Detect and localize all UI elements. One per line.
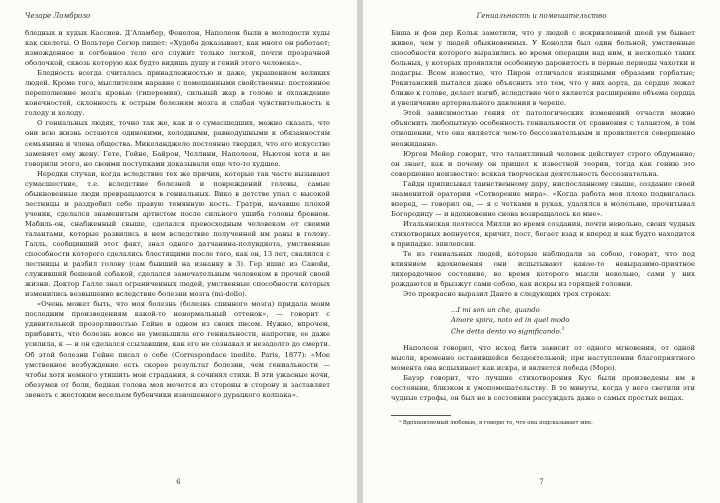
paragraph: «Очень может быть, что моя болезнь (болезнь спинного мозга) придала моим последним произведениям какой-то ненормальный оттенок», — говорит с удивительной прозорливостью Гейне в одном из своих писем. Нужно, впрочем, прибавить, что болезнь вовсе не уменьшила его гениальности, напротив, ее даже усилила, к — и он сделался ссылавшим, как его не сознавал и незадолго до смерти. Об этой болезни Гейне писал о себе (Correspondace inedite. Paris, 1877): «Мое умственное возбуждение есть скорее результат болезни, чем гениальности — чтобы хотя немного утишить мои страдания, я сочинял стихи. В эти ужасные ночи, обезумев от боли, бедная голова моя мечется из стороны в сторону и заставляет звенеть с жестоким весельем бубенчики изношенного дурацкого колпака». [25, 300, 330, 399]
paragraph: Биша и фон дер Кольк заметили, что у людей с искривленной шеей ум бывает живее, чем у людей обыкновенных. У Конолли был один больной, умственные способности которого выразились во время операции над ним, и несколько таких больных, у которых проявляли особенную даровитость в первые периоды чахотки и подагры. Всем известно, что Пирон отличался изящными образами горбатые; Рокитанский пытался даже объяснить это тем, что у них аорта, да сердце лежат ближе к голове, делает изгиб, вследствие чего является расширение объема сердца и увеличение артериального давления в черепе. [391, 29, 696, 108]
right-page [363, 0, 720, 503]
paragraph: Этой зависимостью гения от патологических изменений отчасти можно объяснить любопытную особенность гениальности от сравнения с талантом, в том отношении, что она является чем-то бессознательным и проявляется совершенно неожиданно. [391, 109, 695, 148]
quote-line-text: Che detta dento vo significando. [451, 327, 562, 336]
paragraph: Это прекрасно выразил Данте в следующих трех строках: [403, 290, 611, 299]
paragraph: Юрген Мейер говорит, что талантливый человек действует строго обдуманно; он знает, как и почему он пришел к известной теории, тогда как гению это совершенно неизвестно: всякая творческая деятельность бессознательна. [391, 149, 695, 178]
paragraph: Бледность всегда считалась принадлежностью и даже, украшением великих людей. Кроме того, мыслителям наравне с помешанными свойственны: постоянное переполнение мозга кровью (гиперемия), сильный жар в голове и охлаждение конечностей, склонность к острым болезням мозга и слабая чувствительность к голоду и холоду. [25, 69, 330, 118]
running-head-right: Гениальность и помешательство [476, 12, 607, 20]
quote-line: Amore spira, noto ed in quel modo [451, 316, 570, 325]
quote-line [451, 325, 695, 336]
paragraph: Те из гениальных людей, которые наблюдали за собою, говорят, что под влиянием вдохновения они испытывают какое-то невыразимо-приятное лихорадочное состояние, во время которого мысли невольно, сами у них рождаются и брызжут сами собою, как искры из горящей головни. [391, 250, 695, 289]
paragraph: Итальянская поэтесса Милли во время создания, почти невольно, своих чудных стихотворных вопнуется, кричит, пост, бегает взад и вперед и как будто находится в припадке. эпилепсии. [391, 219, 695, 248]
paragraph: Гайдн приписывал таинственному дару, ниспосланному свыше, создание своей знаменитой оратории «Сотворение мира». «Когда работа моя плохо подвигалась вперед, — говорил он, — я с четками в руках, удалялся в молельню, прочитывал Богородицу — и вдохновение снова возвращалось ко мне». [391, 179, 695, 218]
paragraph: О гениальных людях, точно так же, как и о сумасшедших, можно сказать, что они всю жизнь остаются одинокими, холодными, равнодушными к обязанностям семьянина и члена общества. Микеланджело постоянно твердил, что его искусство заменяет ему жену. Гете, Гейне, Байрон, Челлини, Наполеон, Ньютон хотя и не говорили этого, но своими поступками доказывали еще что-то худшее. [25, 119, 330, 168]
quote-line: ...I mi son un che, quando [451, 306, 540, 315]
footnote-marker[interactable]: 1 [561, 327, 565, 333]
paragraph: Наполеон говорил, что исход битв зависит от одного мгновения, от одной мысли, временно оставившейся бездеятельной; при наступлении благоприятного момента она вспыхивает как искра, и является победа (Моро). [391, 343, 695, 372]
footnote: ¹ Вдохновляемый любовью, я говорю то, что она подсказывает мне. [399, 419, 593, 426]
running-head-left: Чезаре Ломброзо [25, 12, 91, 20]
page-number-right: 7 [539, 478, 544, 486]
page-number-left: 6 [176, 478, 181, 486]
left-page [0, 0, 357, 503]
footnote-rule [391, 415, 451, 416]
right-page-text [391, 28, 695, 427]
dante-quote [451, 305, 695, 336]
paragraph: Бауэр говорит, что лучшие стихотворения Кус были произведены им в состоянии, близком к умопомешательству. В те минуты, когда у него светили эти чудные строфы, он был не в состоянии рассуждать даже о самых простых вещах. [391, 373, 695, 402]
paragraph: Нередки случаи, когда вследствие тех же причин, которые так часто вызывают сумасшествие, т.е. вследствие болезней и повреждений головы, самые обыкновенные люди превращаются в гениальных. Вико в детстве упал с высокой лестницы и раздробил себе правую темянную кость. Гратри, начавше плохой ученик, сделался знаменитым артистом после сильного ушиба головы бревном. Мабиль-он, снабженный свыше, сделался превосходным человеком от своими талантами, которые развились в нем вследствие полученной им раны в голову. Галль, сообщивший этот факт, знал одного датчанина-полуидиота, умственные способности которого сделались блестящими после того, как он, 13 лет, свалился с лестницы и разбил голову (сам бывший на изнанку в 3). Гер ишис из Савойи, служивший бешеной собакой, сделался замечательным человеком в прочей своей жизни. Доктор Галле знал ограниченных людей, умственные способности которых изменились возвышенно вследствие болезни мозга (mi-dollo). [25, 169, 330, 299]
paragraph: бледных и худых Кассиев. Д'Аламбер, Фенелон, Наполеон были в молодости худы как скелеты. О Вольтере Сегюр пишет: «Худоба доказывает, как много он работает; изможденное и согбенное тело его служит только легкой, почти прозрачной оболочкой, сквозь которую как будто видишь душу и гений этого человека». [25, 29, 330, 68]
left-page-text [25, 28, 330, 400]
